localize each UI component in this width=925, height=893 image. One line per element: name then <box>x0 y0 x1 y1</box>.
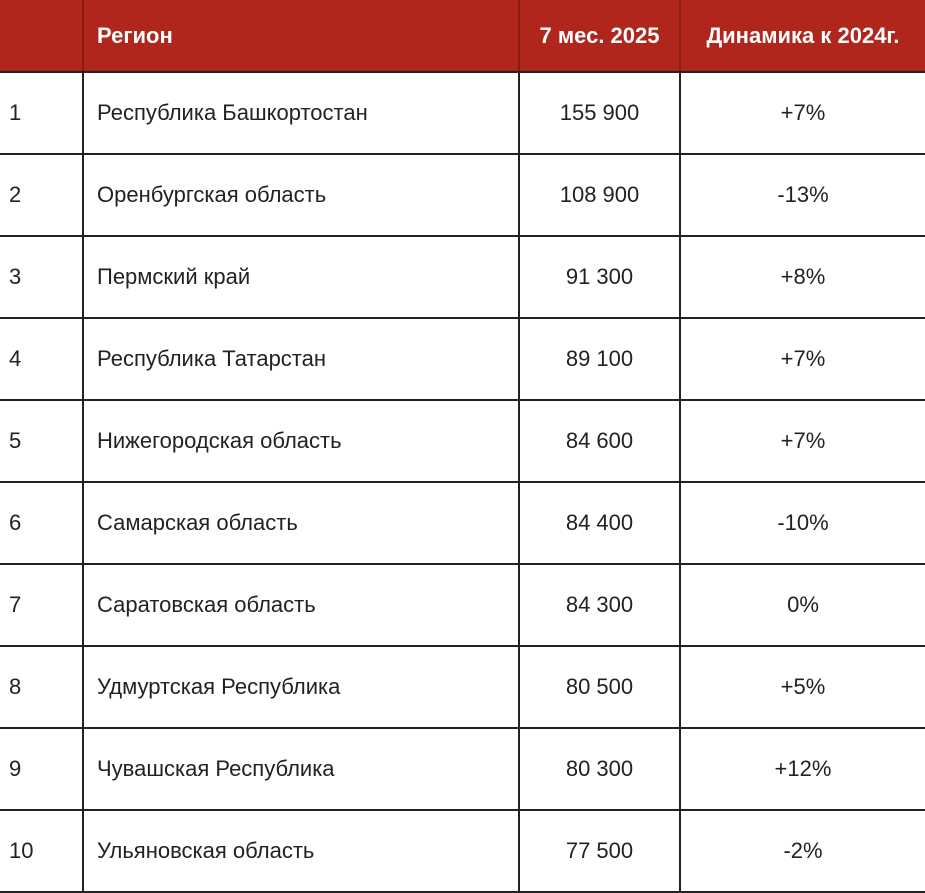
region-cell: Пермский край <box>83 236 519 318</box>
rank-cell: 7 <box>0 564 83 646</box>
value-cell: 91 300 <box>519 236 680 318</box>
value-cell: 77 500 <box>519 810 680 892</box>
rank-cell: 2 <box>0 154 83 236</box>
dynamics-cell: 0% <box>680 564 925 646</box>
rank-cell: 10 <box>0 810 83 892</box>
value-cell: 84 300 <box>519 564 680 646</box>
dynamics-cell: +8% <box>680 236 925 318</box>
dynamics-cell: +12% <box>680 728 925 810</box>
table-row <box>0 236 925 318</box>
dynamics-cell: -10% <box>680 482 925 564</box>
dynamics-cell: -2% <box>680 810 925 892</box>
rank-cell: 8 <box>0 646 83 728</box>
value-cell: 84 600 <box>519 400 680 482</box>
dynamics-cell: +5% <box>680 646 925 728</box>
table-row <box>0 154 925 236</box>
header-value: 7 мес. 2025 <box>519 0 680 72</box>
value-cell: 155 900 <box>519 72 680 154</box>
table-header <box>0 0 925 72</box>
table-row <box>0 564 925 646</box>
dynamics-cell: +7% <box>680 72 925 154</box>
dynamics-cell: -13% <box>680 154 925 236</box>
table-row <box>0 400 925 482</box>
header-region: Регион <box>83 0 519 72</box>
rank-cell: 4 <box>0 318 83 400</box>
table-body <box>0 72 925 892</box>
header-rank <box>0 0 83 72</box>
value-cell: 89 100 <box>519 318 680 400</box>
dynamics-cell: +7% <box>680 318 925 400</box>
rank-cell: 6 <box>0 482 83 564</box>
value-cell: 80 300 <box>519 728 680 810</box>
region-cell: Нижегородская область <box>83 400 519 482</box>
table-row <box>0 810 925 892</box>
region-cell: Республика Татарстан <box>83 318 519 400</box>
rank-cell: 1 <box>0 72 83 154</box>
region-cell: Саратовская область <box>83 564 519 646</box>
dynamics-cell: +7% <box>680 400 925 482</box>
region-cell: Удмуртская Республика <box>83 646 519 728</box>
table-row <box>0 646 925 728</box>
rank-cell: 5 <box>0 400 83 482</box>
rank-cell: 3 <box>0 236 83 318</box>
rank-cell: 9 <box>0 728 83 810</box>
table-row <box>0 318 925 400</box>
region-cell: Чувашская Республика <box>83 728 519 810</box>
region-cell: Ульяновская область <box>83 810 519 892</box>
region-cell: Самарская область <box>83 482 519 564</box>
value-cell: 108 900 <box>519 154 680 236</box>
table-row <box>0 482 925 564</box>
region-cell: Оренбургская область <box>83 154 519 236</box>
header-row <box>0 0 925 72</box>
region-cell: Республика Башкортостан <box>83 72 519 154</box>
value-cell: 84 400 <box>519 482 680 564</box>
table-row <box>0 728 925 810</box>
table-row <box>0 72 925 154</box>
header-dynamics: Динамика к 2024г. <box>680 0 925 72</box>
value-cell: 80 500 <box>519 646 680 728</box>
